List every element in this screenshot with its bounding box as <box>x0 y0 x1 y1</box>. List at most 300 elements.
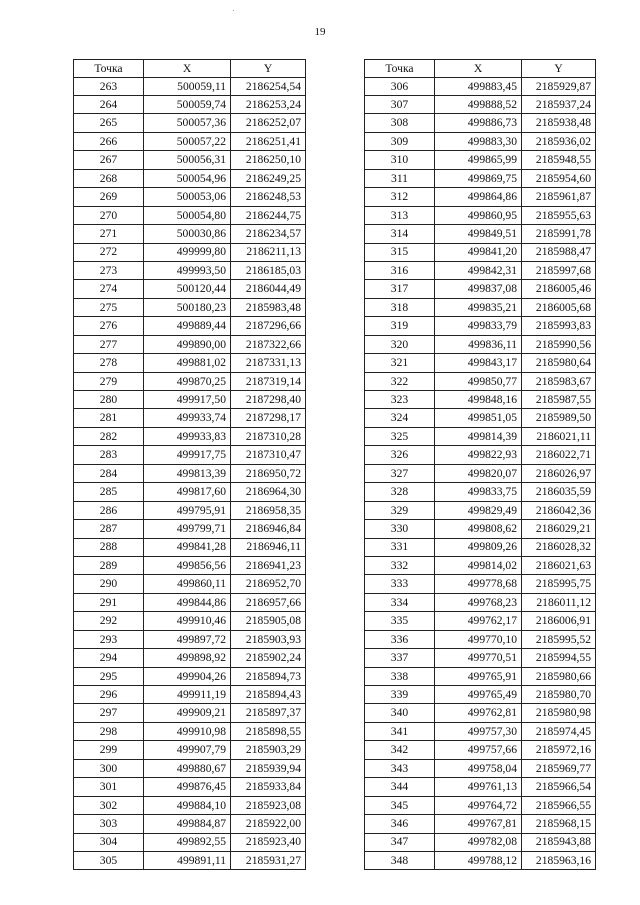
y-cell: 2186005,68 <box>522 298 596 316</box>
x-cell: 499892,55 <box>144 833 231 851</box>
x-cell: 499829,49 <box>435 501 522 519</box>
y-cell: 2186244,75 <box>231 206 306 224</box>
point-cell: 340 <box>365 704 435 722</box>
point-cell: 343 <box>365 759 435 777</box>
table-row <box>74 483 306 501</box>
x-cell: 499890,00 <box>144 335 231 353</box>
table-header-row <box>365 60 596 78</box>
y-cell: 2186964,30 <box>231 483 306 501</box>
page-number: 19 <box>314 26 326 38</box>
table-row <box>365 261 596 279</box>
table-row <box>74 778 306 796</box>
x-cell: 499917,50 <box>144 391 231 409</box>
table-row <box>74 501 306 519</box>
x-cell: 499765,49 <box>435 686 522 704</box>
x-cell: 499822,93 <box>435 446 522 464</box>
x-cell: 499910,98 <box>144 722 231 740</box>
x-cell: 500057,36 <box>144 114 231 132</box>
table-row <box>365 538 596 556</box>
y-cell: 2186952,70 <box>231 575 306 593</box>
table-row <box>365 649 596 667</box>
header-x: X <box>144 60 231 78</box>
x-cell: 499835,21 <box>435 298 522 316</box>
table-row <box>74 796 306 814</box>
x-cell: 500053,06 <box>144 188 231 206</box>
point-cell: 289 <box>74 556 144 574</box>
y-cell: 2186958,35 <box>231 501 306 519</box>
point-cell: 329 <box>365 501 435 519</box>
point-cell: 302 <box>74 796 144 814</box>
y-cell: 2185972,16 <box>522 741 596 759</box>
x-cell: 499758,04 <box>435 759 522 777</box>
y-cell: 2185923,40 <box>231 833 306 851</box>
x-cell: 499891,11 <box>144 851 231 869</box>
x-cell: 499757,30 <box>435 722 522 740</box>
x-cell: 499909,21 <box>144 704 231 722</box>
table-row <box>74 391 306 409</box>
x-cell: 499860,95 <box>435 206 522 224</box>
y-cell: 2185966,55 <box>522 796 596 814</box>
x-cell: 499869,75 <box>435 169 522 187</box>
y-cell: 2186006,91 <box>522 612 596 630</box>
point-cell: 342 <box>365 741 435 759</box>
point-cell: 314 <box>365 225 435 243</box>
table-row <box>365 391 596 409</box>
y-cell: 2185961,87 <box>522 188 596 206</box>
y-cell: 2187319,14 <box>231 372 306 390</box>
header-y: Y <box>231 60 306 78</box>
table-row <box>365 796 596 814</box>
x-cell: 499833,79 <box>435 317 522 335</box>
table-row <box>365 243 596 261</box>
x-cell: 499814,39 <box>435 427 522 445</box>
table-row <box>365 851 596 869</box>
point-cell: 281 <box>74 409 144 427</box>
point-cell: 271 <box>74 225 144 243</box>
y-cell: 2186946,11 <box>231 538 306 556</box>
table-row <box>365 630 596 648</box>
y-cell: 2185988,47 <box>522 243 596 261</box>
point-cell: 282 <box>74 427 144 445</box>
table-row <box>74 686 306 704</box>
point-cell: 265 <box>74 114 144 132</box>
y-cell: 2187322,66 <box>231 335 306 353</box>
x-cell: 499799,71 <box>144 520 231 538</box>
x-cell: 499883,30 <box>435 132 522 150</box>
point-cell: 272 <box>74 243 144 261</box>
table-row <box>74 206 306 224</box>
x-cell: 499764,72 <box>435 796 522 814</box>
point-cell: 274 <box>74 280 144 298</box>
point-cell: 287 <box>74 520 144 538</box>
y-cell: 2185955,63 <box>522 206 596 224</box>
point-cell: 319 <box>365 317 435 335</box>
table-row <box>365 520 596 538</box>
x-cell: 499809,26 <box>435 538 522 556</box>
y-cell: 2185966,54 <box>522 778 596 796</box>
y-cell: 2185922,00 <box>231 815 306 833</box>
x-cell: 499817,60 <box>144 483 231 501</box>
y-cell: 2185980,98 <box>522 704 596 722</box>
x-cell: 499837,08 <box>435 280 522 298</box>
x-cell: 499761,13 <box>435 778 522 796</box>
x-cell: 499904,26 <box>144 667 231 685</box>
point-cell: 270 <box>74 206 144 224</box>
y-cell: 2187298,40 <box>231 391 306 409</box>
x-cell: 499842,31 <box>435 261 522 279</box>
y-cell: 2185898,55 <box>231 722 306 740</box>
point-cell: 323 <box>365 391 435 409</box>
y-cell: 2185983,48 <box>231 298 306 316</box>
y-cell: 2186185,03 <box>231 261 306 279</box>
point-cell: 336 <box>365 630 435 648</box>
point-cell: 338 <box>365 667 435 685</box>
point-cell: 275 <box>74 298 144 316</box>
point-cell: 331 <box>365 538 435 556</box>
x-cell: 500054,96 <box>144 169 231 187</box>
y-cell: 2185929,87 <box>522 77 596 95</box>
table-row <box>74 446 306 464</box>
x-cell: 500054,80 <box>144 206 231 224</box>
y-cell: 2186021,63 <box>522 556 596 574</box>
y-cell: 2185903,93 <box>231 630 306 648</box>
x-cell: 499848,16 <box>435 391 522 409</box>
x-cell: 499841,20 <box>435 243 522 261</box>
point-cell: 293 <box>74 630 144 648</box>
point-cell: 299 <box>74 741 144 759</box>
y-cell: 2186005,46 <box>522 280 596 298</box>
x-cell: 499864,86 <box>435 188 522 206</box>
table-row <box>74 722 306 740</box>
x-cell: 499757,66 <box>435 741 522 759</box>
point-cell: 284 <box>74 464 144 482</box>
table-row <box>365 575 596 593</box>
x-cell: 499844,86 <box>144 593 231 611</box>
table-row <box>365 132 596 150</box>
x-cell: 500180,23 <box>144 298 231 316</box>
header-y: Y <box>522 60 596 78</box>
table-row <box>365 427 596 445</box>
y-cell: 2185897,37 <box>231 704 306 722</box>
table-row <box>365 96 596 114</box>
point-cell: 337 <box>365 649 435 667</box>
y-cell: 2186248,53 <box>231 188 306 206</box>
point-cell: 276 <box>74 317 144 335</box>
table-row <box>365 206 596 224</box>
table-row <box>74 372 306 390</box>
x-cell: 499813,39 <box>144 464 231 482</box>
point-cell: 332 <box>365 556 435 574</box>
coordinates-table-right <box>364 59 596 870</box>
y-cell: 2186022,71 <box>522 446 596 464</box>
point-cell: 301 <box>74 778 144 796</box>
point-cell: 294 <box>74 649 144 667</box>
point-cell: 288 <box>74 538 144 556</box>
table-row <box>74 759 306 777</box>
table-row <box>365 298 596 316</box>
table-row <box>74 704 306 722</box>
y-cell: 2185931,27 <box>231 851 306 869</box>
y-cell: 2186029,21 <box>522 520 596 538</box>
x-cell: 499856,56 <box>144 556 231 574</box>
x-cell: 499814,02 <box>435 556 522 574</box>
y-cell: 2185963,16 <box>522 851 596 869</box>
table-row <box>74 649 306 667</box>
table-row <box>365 593 596 611</box>
y-cell: 2185938,48 <box>522 114 596 132</box>
y-cell: 2185968,15 <box>522 815 596 833</box>
point-cell: 273 <box>74 261 144 279</box>
x-cell: 500120,44 <box>144 280 231 298</box>
point-cell: 267 <box>74 151 144 169</box>
table-row <box>74 114 306 132</box>
table-row <box>74 96 306 114</box>
table-row <box>365 354 596 372</box>
x-cell: 499851,05 <box>435 409 522 427</box>
table-row <box>365 556 596 574</box>
y-cell: 2185989,50 <box>522 409 596 427</box>
x-cell: 499993,50 <box>144 261 231 279</box>
table-row <box>365 225 596 243</box>
point-cell: 344 <box>365 778 435 796</box>
table-row <box>365 778 596 796</box>
x-cell: 499849,51 <box>435 225 522 243</box>
y-cell: 2187310,28 <box>231 427 306 445</box>
y-cell: 2186252,07 <box>231 114 306 132</box>
table-row <box>74 335 306 353</box>
y-cell: 2185994,55 <box>522 649 596 667</box>
y-cell: 2185902,24 <box>231 649 306 667</box>
y-cell: 2186941,23 <box>231 556 306 574</box>
y-cell: 2186249,25 <box>231 169 306 187</box>
table-row <box>74 630 306 648</box>
header-x: X <box>435 60 522 78</box>
point-cell: 290 <box>74 575 144 593</box>
table-row <box>365 612 596 630</box>
point-cell: 305 <box>74 851 144 869</box>
point-cell: 277 <box>74 335 144 353</box>
x-cell: 499768,23 <box>435 593 522 611</box>
point-cell: 327 <box>365 464 435 482</box>
y-cell: 2187310,47 <box>231 446 306 464</box>
y-cell: 2186035,59 <box>522 483 596 501</box>
x-cell: 499836,11 <box>435 335 522 353</box>
y-cell: 2186253,24 <box>231 96 306 114</box>
y-cell: 2186250,10 <box>231 151 306 169</box>
x-cell: 499870,25 <box>144 372 231 390</box>
point-cell: 345 <box>365 796 435 814</box>
x-cell: 499880,67 <box>144 759 231 777</box>
y-cell: 2185983,67 <box>522 372 596 390</box>
x-cell: 499795,91 <box>144 501 231 519</box>
coordinates-table-left <box>73 59 306 870</box>
y-cell: 2185943,88 <box>522 833 596 851</box>
x-cell: 500056,31 <box>144 151 231 169</box>
y-cell: 2186028,32 <box>522 538 596 556</box>
y-cell: 2185980,70 <box>522 686 596 704</box>
point-cell: 335 <box>365 612 435 630</box>
table-row <box>74 77 306 95</box>
x-cell: 500030,86 <box>144 225 231 243</box>
point-cell: 292 <box>74 612 144 630</box>
point-cell: 320 <box>365 335 435 353</box>
table-row <box>74 225 306 243</box>
table-row <box>74 593 306 611</box>
point-cell: 339 <box>365 686 435 704</box>
point-cell: 303 <box>74 815 144 833</box>
x-cell: 500059,74 <box>144 96 231 114</box>
x-cell: 499933,83 <box>144 427 231 445</box>
y-cell: 2185987,55 <box>522 391 596 409</box>
point-cell: 311 <box>365 169 435 187</box>
table-row <box>365 667 596 685</box>
y-cell: 2185905,08 <box>231 612 306 630</box>
point-cell: 348 <box>365 851 435 869</box>
y-cell: 2185980,64 <box>522 354 596 372</box>
table-row <box>74 188 306 206</box>
table-row <box>365 77 596 95</box>
table-row <box>74 612 306 630</box>
point-cell: 328 <box>365 483 435 501</box>
y-cell: 2186042,36 <box>522 501 596 519</box>
table-row <box>365 686 596 704</box>
x-cell: 499881,02 <box>144 354 231 372</box>
table-row <box>74 409 306 427</box>
point-cell: 312 <box>365 188 435 206</box>
x-cell: 500057,22 <box>144 132 231 150</box>
table-row <box>74 132 306 150</box>
table-row <box>365 815 596 833</box>
y-cell: 2185894,43 <box>231 686 306 704</box>
y-cell: 2186251,41 <box>231 132 306 150</box>
x-cell: 499889,44 <box>144 317 231 335</box>
point-cell: 346 <box>365 815 435 833</box>
y-cell: 2186211,13 <box>231 243 306 261</box>
point-cell: 295 <box>74 667 144 685</box>
table-row <box>74 151 306 169</box>
x-cell: 499910,46 <box>144 612 231 630</box>
table-row <box>74 538 306 556</box>
table-row <box>365 335 596 353</box>
x-cell: 499788,12 <box>435 851 522 869</box>
y-cell: 2185933,84 <box>231 778 306 796</box>
y-cell: 2185995,52 <box>522 630 596 648</box>
x-cell: 499999,80 <box>144 243 231 261</box>
y-cell: 2186950,72 <box>231 464 306 482</box>
point-cell: 300 <box>74 759 144 777</box>
x-cell: 499770,51 <box>435 649 522 667</box>
x-cell: 499860,11 <box>144 575 231 593</box>
x-cell: 499911,19 <box>144 686 231 704</box>
point-cell: 297 <box>74 704 144 722</box>
x-cell: 499898,92 <box>144 649 231 667</box>
scan-speck <box>233 10 234 11</box>
y-cell: 2185980,66 <box>522 667 596 685</box>
table-row <box>365 446 596 464</box>
x-cell: 499833,75 <box>435 483 522 501</box>
y-cell: 2186021,11 <box>522 427 596 445</box>
point-cell: 280 <box>74 391 144 409</box>
y-cell: 2185923,08 <box>231 796 306 814</box>
point-cell: 334 <box>365 593 435 611</box>
point-cell: 318 <box>365 298 435 316</box>
table-row <box>365 151 596 169</box>
y-cell: 2185990,56 <box>522 335 596 353</box>
point-cell: 269 <box>74 188 144 206</box>
x-cell: 499765,91 <box>435 667 522 685</box>
x-cell: 499886,73 <box>435 114 522 132</box>
y-cell: 2185993,83 <box>522 317 596 335</box>
y-cell: 2185936,02 <box>522 132 596 150</box>
table-row <box>74 354 306 372</box>
y-cell: 2185939,94 <box>231 759 306 777</box>
point-cell: 291 <box>74 593 144 611</box>
point-cell: 330 <box>365 520 435 538</box>
x-cell: 499907,79 <box>144 741 231 759</box>
point-cell: 306 <box>365 77 435 95</box>
table-row <box>365 464 596 482</box>
point-cell: 279 <box>74 372 144 390</box>
table-row <box>74 464 306 482</box>
point-cell: 322 <box>365 372 435 390</box>
point-cell: 266 <box>74 132 144 150</box>
x-cell: 499883,45 <box>435 77 522 95</box>
table-row <box>365 188 596 206</box>
point-cell: 321 <box>365 354 435 372</box>
point-cell: 298 <box>74 722 144 740</box>
y-cell: 2186234,57 <box>231 225 306 243</box>
point-cell: 333 <box>365 575 435 593</box>
x-cell: 499770,10 <box>435 630 522 648</box>
point-cell: 316 <box>365 261 435 279</box>
table-row <box>365 741 596 759</box>
x-cell: 499897,72 <box>144 630 231 648</box>
x-cell: 499782,08 <box>435 833 522 851</box>
table-row <box>74 575 306 593</box>
point-cell: 325 <box>365 427 435 445</box>
x-cell: 499884,87 <box>144 815 231 833</box>
table-row <box>365 722 596 740</box>
x-cell: 499850,77 <box>435 372 522 390</box>
point-cell: 264 <box>74 96 144 114</box>
point-cell: 285 <box>74 483 144 501</box>
x-cell: 499917,75 <box>144 446 231 464</box>
table-row <box>74 280 306 298</box>
point-cell: 283 <box>74 446 144 464</box>
y-cell: 2187331,13 <box>231 354 306 372</box>
table-row <box>74 261 306 279</box>
y-cell: 2186254,54 <box>231 77 306 95</box>
x-cell: 499808,62 <box>435 520 522 538</box>
point-cell: 326 <box>365 446 435 464</box>
x-cell: 499762,81 <box>435 704 522 722</box>
point-cell: 309 <box>365 132 435 150</box>
point-cell: 317 <box>365 280 435 298</box>
x-cell: 499884,10 <box>144 796 231 814</box>
point-cell: 310 <box>365 151 435 169</box>
header-point: Точка <box>74 60 144 78</box>
table-row <box>365 317 596 335</box>
table-row <box>74 851 306 869</box>
point-cell: 286 <box>74 501 144 519</box>
y-cell: 2185995,75 <box>522 575 596 593</box>
y-cell: 2185997,68 <box>522 261 596 279</box>
table-row <box>365 114 596 132</box>
table-row <box>365 833 596 851</box>
x-cell: 499843,17 <box>435 354 522 372</box>
x-cell: 499762,17 <box>435 612 522 630</box>
table-row <box>74 298 306 316</box>
